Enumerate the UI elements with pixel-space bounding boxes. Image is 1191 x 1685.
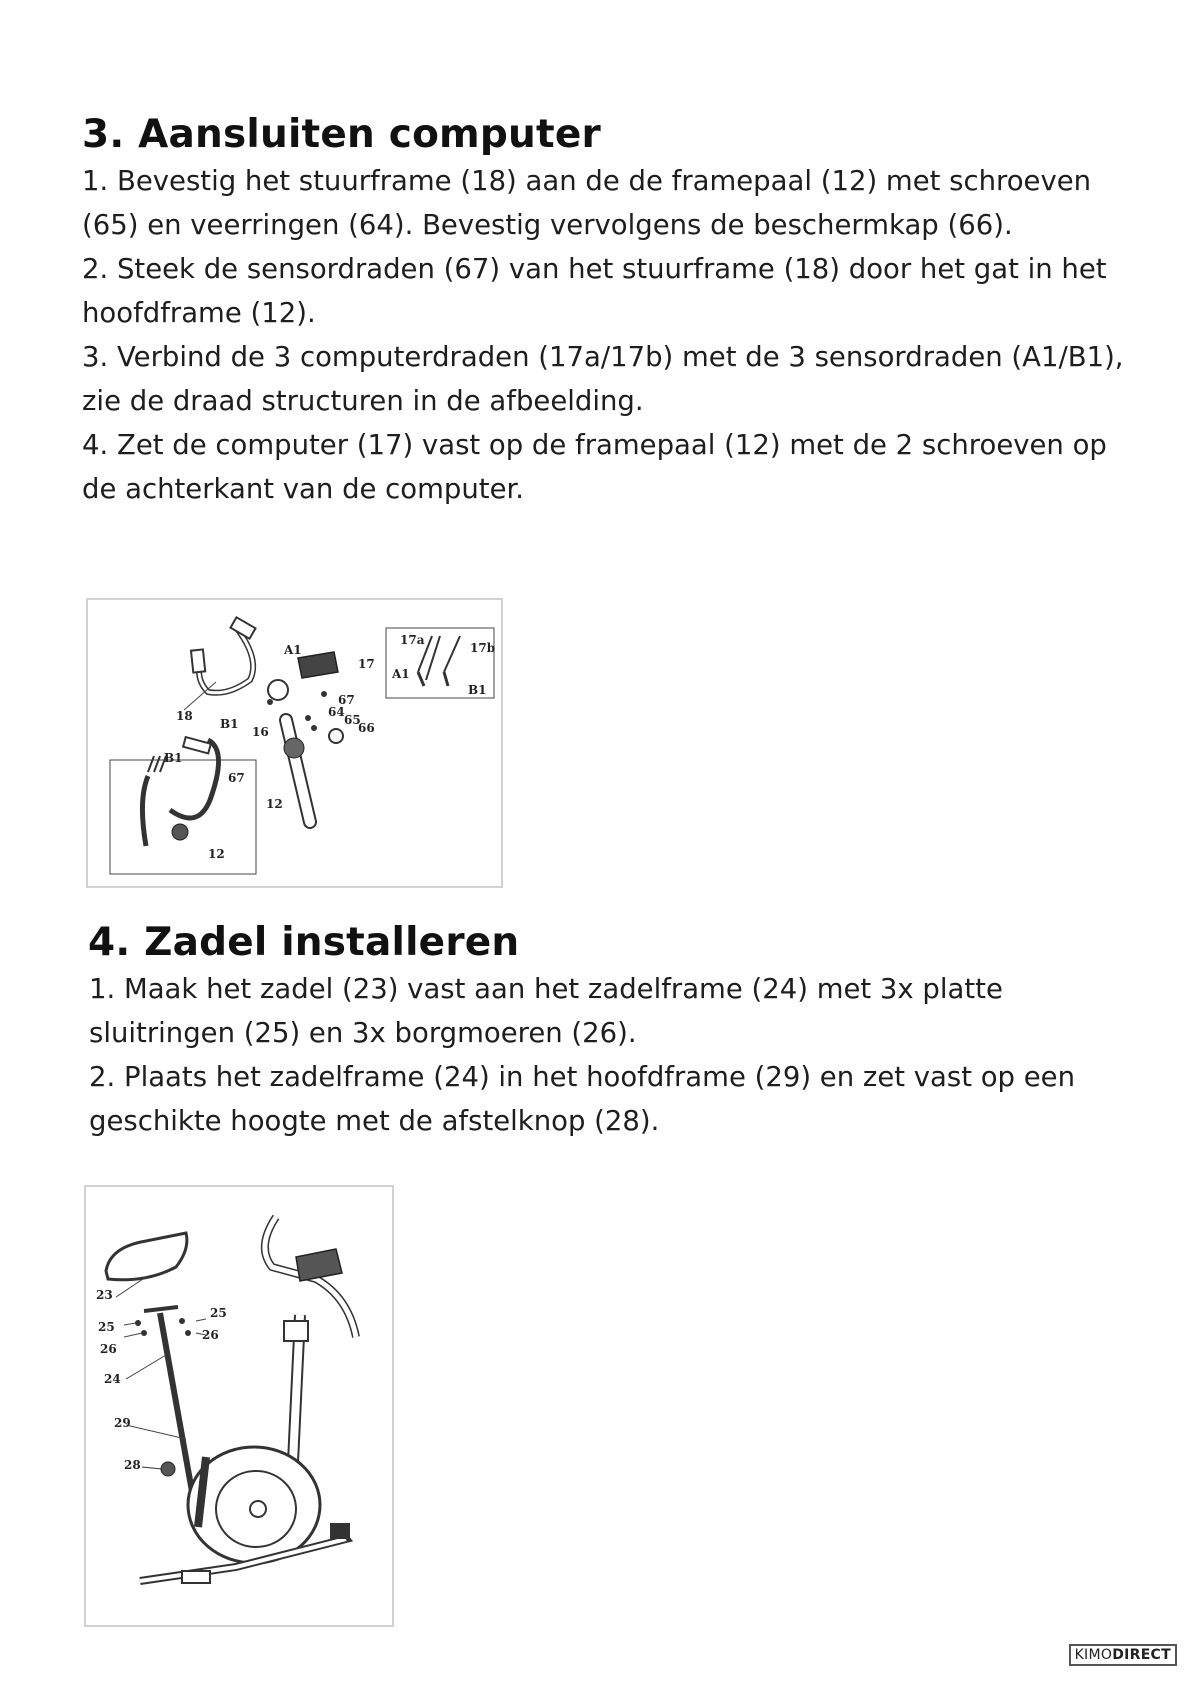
- label-29: 29: [114, 1416, 131, 1430]
- saddle-assembly-diagram: [84, 1185, 394, 1627]
- section-install-saddle: [0, 920, 1191, 1143]
- label-65: 65: [344, 713, 361, 727]
- logo-prefix: KIMO: [1074, 1647, 1113, 1663]
- console-drawing: [296, 1249, 342, 1281]
- saddle-drawing: [106, 1233, 187, 1280]
- label-67: 67: [338, 693, 355, 707]
- section-4-heading: 4. Zadel installeren: [88, 920, 520, 965]
- label-26-right: 26: [202, 1328, 219, 1342]
- label-b1-detail: B1: [164, 751, 183, 765]
- section-connect-computer: [0, 112, 1191, 511]
- section-3-heading: 3. Aansluiten computer: [82, 112, 601, 157]
- step-3-2: 2. Steek de sensordraden (67) van het stuurframe (18) door het gat in het hoofdframe (12).: [82, 253, 1107, 329]
- label-66: 66: [358, 721, 375, 735]
- label-25-right: 25: [210, 1306, 227, 1320]
- step-3-3: 3. Verbind de 3 computerdraden (17a/17b) met de 3 sensordraden (A1/B1), zie de draad structuren in de afbeelding.: [82, 341, 1124, 417]
- label-16: 16: [252, 725, 269, 739]
- step-4-1: 1. Maak het zadel (23) vast aan het zadelframe (24) met 3x platte sluitringen (25) en 3x borgmoeren (26).: [89, 973, 1003, 1049]
- computer-console-drawing: [298, 652, 338, 678]
- computer-assembly-drawing: [88, 600, 501, 886]
- label-17b: 17b: [470, 641, 496, 655]
- label-28: 28: [124, 1458, 141, 1472]
- label-a1-inset: A1: [392, 667, 410, 681]
- logo-suffix: DIRECT: [1112, 1647, 1171, 1663]
- step-3-1: 1. Bevestig het stuurframe (18) aan de de framepaal (12) met schroeven (65) en veerringen (64). Bevestig vervolgens de beschermkap (66).: [82, 165, 1092, 241]
- saddle-assembly-drawing: [86, 1187, 392, 1625]
- kimodirect-logo: [1069, 1644, 1177, 1666]
- label-17: 17: [358, 657, 375, 671]
- label-17a: 17a: [400, 633, 425, 647]
- label-18: 18: [176, 709, 193, 723]
- step-4-2: 2. Plaats het zadelframe (24) in het hoofdframe (29) en zet vast op een geschikte hoogte met de afstelknop (28).: [89, 1061, 1076, 1137]
- label-b1: B1: [220, 717, 239, 731]
- label-23: 23: [96, 1288, 113, 1302]
- step-3-4: 4. Zet de computer (17) vast op de framepaal (12) met de 2 schroeven op de achterkant van de computer.: [82, 429, 1107, 505]
- label-64: 64: [328, 705, 345, 719]
- section-3-steps: [82, 159, 1142, 511]
- label-a1: A1: [284, 643, 302, 657]
- label-67-detail: 67: [228, 771, 245, 785]
- label-b1-inset: B1: [468, 683, 487, 697]
- label-12: 12: [266, 797, 283, 811]
- label-26-left: 26: [100, 1342, 117, 1356]
- section-4-steps: [89, 967, 1149, 1143]
- label-25-left: 25: [98, 1320, 115, 1334]
- label-12-detail: 12: [208, 847, 225, 861]
- computer-assembly-diagram: [86, 598, 503, 888]
- label-24: 24: [104, 1372, 121, 1386]
